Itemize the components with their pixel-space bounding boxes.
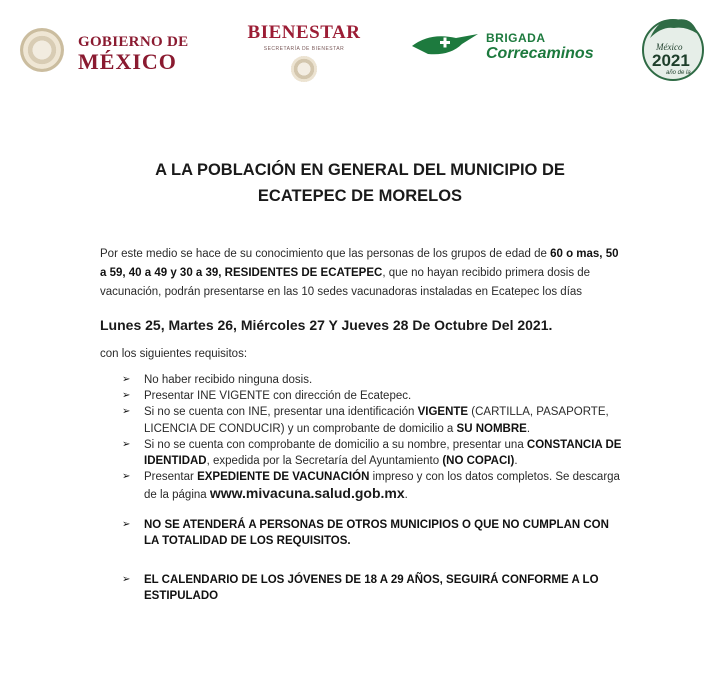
brigada-correcaminos-logo: [410, 22, 610, 66]
bienestar-seal-icon: [291, 56, 317, 82]
requirement-4-text-2: , expedida por la Secretaría del Ayuntamiento: [206, 455, 443, 468]
intro-bold-1: 60 o mas,: [550, 248, 603, 260]
bienestar-title: BIENESTAR: [247, 22, 361, 43]
arrow-bullet-icon: ➢: [122, 574, 131, 586]
requirement-3-bold: VIGENTE: [417, 406, 469, 419]
gobierno-de-mexico-logo: [20, 24, 192, 76]
national-seal-icon: [20, 28, 64, 72]
notice-title: [0, 157, 720, 209]
logo-header: [0, 0, 720, 95]
requirement-2: Presentar INE VIGENTE con dirección de Ecatepec.: [144, 390, 412, 403]
requirement-5-end: .: [404, 489, 408, 502]
intro-paragraph: [100, 245, 625, 302]
requirement-3-end: .: [526, 422, 531, 435]
mivacuna-url-link[interactable]: www.mivacuna.salud.gob.mx: [209, 485, 405, 502]
roadrunner-icon: [410, 28, 480, 62]
arrow-bullet-icon: ➢: [122, 374, 131, 385]
requirement-1: No haber recibido ninguna dosis.: [144, 374, 313, 386]
list-item: [122, 372, 622, 388]
notice-youth-calendar: EL CALENDARIO DE LOS JÓVENES DE 18 A 29 AÑOS, SEGUIRÁ CONFORME A LO ESTIPULADO: [144, 574, 599, 603]
mexico2021-line3: año de la: [666, 70, 691, 76]
list-item: [122, 404, 622, 436]
arrow-bullet-icon: ➢: [122, 390, 131, 402]
brigada-line1: BRIGADA: [486, 31, 546, 45]
intro-text-2: , que no hayan recibido primera dosis de vacunación, podrán presentarse en las 10 sedes vacunadoras instaladas en Ecatepec los días: [100, 267, 591, 298]
vaccination-dates: Lunes 25, Martes 26, Miércoles 27 Y Jueves 28 De Octubre Del 2021.: [100, 317, 553, 333]
notice-other-municipalities: NO SE ATENDERÁ A PERSONAS DE OTROS MUNICIPIOS O QUE NO CUMPLAN CON LA TOTALIDAD DE LOS REQUISITOS.: [144, 518, 609, 547]
requirement-3-text-2: (CARTILLA, PASAPORTE, LICENCIA DE CONDUCIR) y un comprobante de domicilio a: [144, 406, 609, 435]
arrow-bullet-icon: ➢: [122, 471, 131, 483]
list-item: [122, 469, 622, 503]
requirements-list: [122, 372, 622, 604]
mexico-2021-logo: [642, 12, 704, 84]
title-line2: ECATEPEC DE MORELOS: [257, 187, 463, 205]
list-item: [122, 572, 622, 604]
list-item: [122, 388, 622, 404]
requirement-3-text: Si no se cuenta con INE, presentar una identificación: [144, 406, 418, 419]
requirement-5-text-2: impreso y con los datos completos. Se descarga de la página: [144, 471, 620, 502]
arrow-bullet-icon: ➢: [122, 406, 131, 418]
intro-text-1: Por este medio se hace de su conocimiento que las personas de los grupos de edad de: [100, 248, 551, 260]
requirement-4-bold: CONSTANCIA DE IDENTIDAD: [144, 438, 622, 468]
mexico2021-line1: México: [656, 42, 683, 52]
requirement-4-text: Si no se cuenta con comprobante de domicilio a su nombre, presentar una: [144, 438, 527, 451]
arrow-bullet-icon: ➢: [122, 438, 131, 450]
requirement-5-text: Presentar: [144, 471, 198, 484]
requirement-3-bold-2: SU NOMBRE: [456, 422, 527, 435]
requirement-4-end: .: [514, 455, 518, 468]
brigada-line2: Correcaminos: [486, 45, 594, 62]
arrow-bullet-icon: ➢: [122, 518, 131, 530]
gobierno-line1: GOBIERNO DE: [78, 34, 189, 50]
title-line1: A LA POBLACIÓN EN GENERAL DEL MUNICIPIO DE: [155, 161, 565, 179]
gobierno-line2: MÉXICO: [78, 49, 177, 74]
bienestar-logo: [242, 22, 366, 86]
requirements-intro: con los siguientes requisitos:: [100, 348, 248, 360]
requirement-4-bold-2: (NO COPACI): [442, 455, 515, 468]
list-item: [122, 437, 622, 469]
requirement-5-bold: EXPEDIENTE DE VACUNACIÓN: [197, 471, 370, 484]
bienestar-subtitle: SECRETARÍA DE BIENESTAR: [263, 46, 345, 52]
list-item: [122, 517, 622, 549]
mexico2021-line2: 2021: [652, 51, 690, 70]
intro-bold-2: 50 a 59, 40 a 49 y 30 a 39, RESIDENTES DE ECATEPEC: [100, 248, 619, 279]
